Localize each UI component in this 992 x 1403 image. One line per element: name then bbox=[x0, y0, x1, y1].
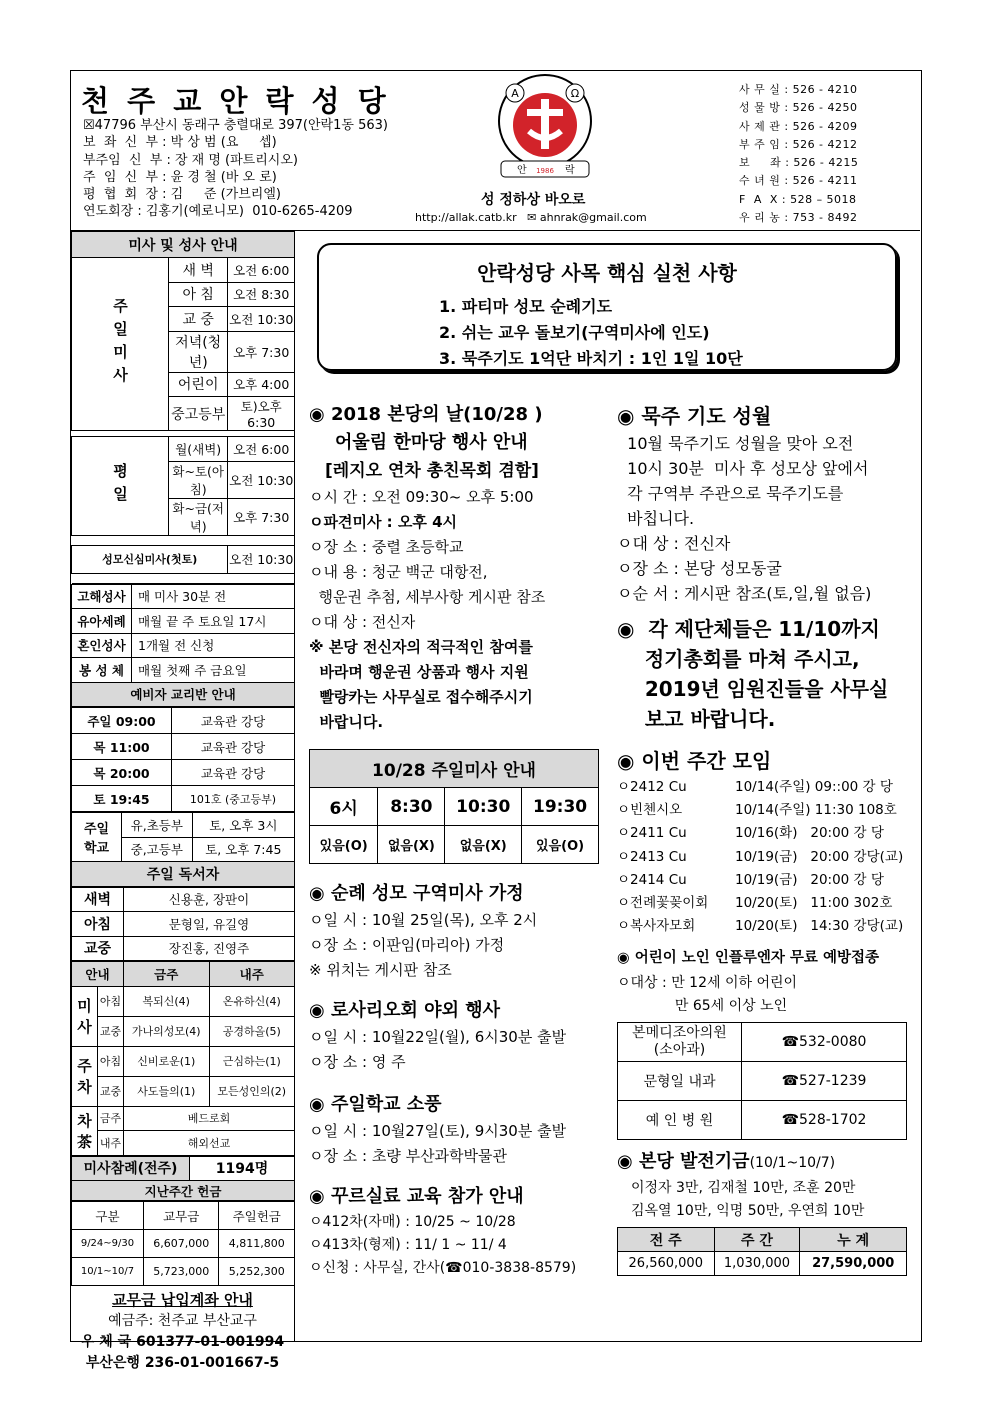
offerings: 구분 교무금 주일헌금 9/24~9/30 6,607,000 4,811,800 10/1~10/7 5,723,000 5,252,300 bbox=[71, 1201, 295, 1286]
sunday-school: 주일학교 유,초등부 토, 오후 3시 중,고등부 토, 오후 7:45 주일 독서자 bbox=[71, 812, 295, 887]
svg-text:Ω: Ω bbox=[570, 87, 580, 100]
email-link[interactable]: ahnrak@gmail.com bbox=[539, 211, 647, 224]
phone-list: 사 무 실 : 526 - 4210 성 물 방 : 526 - 4250 사 제 관 : 526 - 4209 부 주 임 : 526 - 4212 보 좌 : 526 - 4215 수 녀 원 : 526 - 4211 F A X : 528 – 5018 우 리 농 : 753 - 8492 bbox=[739, 83, 859, 225]
right-column: ◉ 묵주 기도 성월 10월 묵주기도 성월을 맞아 오전 10시 30분 미사 후 성모상 앞에서 각 구역부 주관으로 묵주기도를 바칩니다. ㅇ대 상 : 전신자 ㅇ장 소 : 본당 성모동굴 ㅇ순 서 : 게시판 참조(토,일,월 없음) ◉ 각 제단체들은 11/10까지 정기총회를 마쳐 주시고, 2019년 임원진들을 사무실 보고 바랍니다. ◉ 이번 주간 모임 ㅇ2412 Cu 10/14(주일) 09::00 강 당 ㅇ빈첸시오 10/14(주일) 11:30 108호 ㅇ2411 Cu 10/16(화) 20:00 강 당 ㅇ2413 Cu 10/19(금) 20:00 강당(교) ㅇ2414 Cu 10/19(금) 20:00 강 당 ㅇ전례꽃꽂이회 10/20(토) 11:00 302호 ㅇ복사자모회 10/20(토) 14:30 강당(교) ◉ 어린이 노인 인플루엔자 무료 예방접종 ㅇ대상 : 만 12세 이하 어린이 만 65세 이상 노인 본메디조아의원 (소아과) ☎532-0080 문형일 내과 ☎527-1239 예 인 병 원 ☎528-1702 ◉ 본당 발전기금(10/1~10/7) 이정자 3만, 김재철 10만, 조훈 20만 김옥열 10만, 익명 50만, 우연희 10만 전 주 주 간 누 계 26,560,000 1,030,000 27,590,000 bbox=[617, 401, 917, 1276]
catechism: 주일 09:00 교육관 강당 목 11:00 교육관 강당 목 20:00 교육관 강당 토 19:45 101호 (중고등부) bbox=[71, 707, 295, 812]
parish-logo bbox=[491, 73, 599, 185]
homepage-link[interactable]: http://allak.catb.kr bbox=[415, 211, 517, 224]
clergy-info: ☒47796 부산시 동래구 충렬대로 397(안락1동 563) 보 좌 신 부 : 박 상 범 (요 셉) 부주임 신 부 : 장 재 명 (파트리시오) 주 임 신 부 : 윤 경 철 (바 오 로) 평 협 회 장 : 김 준 (가브리엘) 연도회장 : 김홍기(예로니모) 010-6265-4209 bbox=[83, 118, 388, 220]
svg-text:락: 락 bbox=[565, 165, 575, 176]
mass-schedule: 미사 및 성사 안내 주일미사 새 벽 오전 6:00 아 침 오전 8:30 교 중 오전 10:30 저녁(청년) 오후 7:30 어린이 오후 4:00 중고등부 토)오후 6:30 평일 월(새벽) 오전 6:00 화~토(아침) 오전 10:30 화~금(저녁) 오후 7:30 성모신심미사(첫토) 오전 10:30 bbox=[71, 231, 295, 584]
core-list: 1. 파티마 성모 순례기도 2. 쉬는 교우 돌보기(구역미사에 인도) 3. 묵주기도 1억단 바치기 : 1인 1일 10단 bbox=[439, 297, 743, 368]
fund-table: 전 주 주 간 누 계 26,560,000 1,030,000 27,590,000 bbox=[617, 1227, 907, 1276]
patron-saint: 성 정하상 바오로 bbox=[481, 192, 586, 208]
middle-column: ◉ 2018 본당의 날(10/28 ) 어울림 한마당 행사 안내 [레지오 연차 총친목회 겸함] ㅇ시 간 : 오전 09:30~ 오후 5:00 ㅇ파견미사 : 오후 4시 ㅇ장 소 : 중렬 초등학교 ㅇ내 용 : 청군 백군 대항전, 행운권 추첨, 세부사항 게시판 참조 ㅇ대 상 : 전신자 ※ 본당 전신자의 적극적인 참여를 바라며 행운권 상품과 행사 지원 빨랑카는 사무실로 접수해주시기 바랍니다. 10/28 주일미사 안내 6시 8:30 10:30 19:30 있음(O) 없음(X) 없음(X) 있음(O) ◉ 순례 성모 구역미사 가정 ㅇ일 시 : 10월 25일(목), 오후 2시 ㅇ장 소 : 이판임(마리아) 가정 ※ 위치는 게시판 참조 ◉ 로사리오회 야외 행사 ㅇ일 시 : 10월22일(월), 6시30분 출발 ㅇ장 소 : 영 주 ◉ 주일학교 소풍 ㅇ일 시 : 10월27일(토), 9시30분 출발 ㅇ장 소 : 초량 부산과학박물관 ◉ 꾸르실료 교육 참가 안내 ㅇ412차(자매) : 10/25 ~ 10/28 ㅇ413차(형제) : 11/ 1 ~ 11/ 4 ㅇ신청 : 사무실, 간사(☎010-3838-8579) bbox=[309, 401, 601, 1280]
contact-web bbox=[415, 211, 647, 224]
duty-roster: 안내 금주 내주 미사 아침 복되신(4) 온유하신(4) 교중 가나의성모(4) 공경하올(5) 주차 아침 신비로운(1) 근심하는(1) 교중 사도들의(1) 모든성인의(2) 차茶 금주 베드로회 내주 해외선교 bbox=[71, 961, 295, 1156]
bulletin-page bbox=[70, 70, 922, 1371]
parish-title: 천 주 교 안 락 성 당 bbox=[81, 84, 390, 118]
groups-notice: ◉ 각 제단체들은 11/10까지 정기총회를 마쳐 주시고, 2019년 임원진들을 사무실 보고 바랍니다. bbox=[617, 617, 889, 731]
mail-icon: ✉ bbox=[527, 211, 537, 224]
svg-text:1986: 1986 bbox=[536, 167, 554, 175]
clinic-table: 본메디조아의원 (소아과) ☎532-0080 문형일 내과 ☎527-1239 예 인 병 원 ☎528-1702 bbox=[617, 1022, 907, 1140]
feast-title: ◉ 2018 본당의 날(10/28 ) bbox=[309, 404, 543, 425]
svg-text:A: A bbox=[511, 87, 519, 100]
meetings-list: ㅇ2412 Cu 10/14(주일) 09::00 강 당 ㅇ빈첸시오 10/14(주일) 11:30 108호 ㅇ2411 Cu 10/16(화) 20:00 강 당 ㅇ2413 Cu 10/19(금) 20:00 강당(교) ㅇ2414 Cu 10/19(금) 20:00 강 당 ㅇ전례꽃꽂이회 10/20(토) 11:00 302호 ㅇ복사자모회 10/20(토) 14:30 강당(교) bbox=[617, 779, 904, 935]
attendance: 미사참례(전주) 1194명 지난주간 헌금 bbox=[71, 1156, 295, 1202]
header bbox=[71, 71, 920, 231]
sunday-mass-table: 10/28 주일미사 안내 6시 8:30 10:30 19:30 있음(O) 없음(X) 없음(X) 있음(O) bbox=[309, 749, 599, 864]
core-title: 안락성당 사목 핵심 실천 사항 bbox=[477, 261, 737, 285]
sacraments: 고해성사 매 미사 30분 전 유아세례 매월 끝 주 토요일 17시 혼인성사 1개월 전 신청 봉 성 체 매월 첫째 주 금요일 예비자 교리반 안내 bbox=[71, 584, 295, 708]
svg-text:안: 안 bbox=[517, 165, 527, 176]
account-info: 교무금 납입계좌 안내 예금주: 천주교 부산교구 우 체 국 601377-01-001994 부산은행 236-01-001667-5 bbox=[80, 1291, 285, 1371]
left-column bbox=[71, 231, 295, 1371]
core-practice-box bbox=[317, 243, 897, 371]
readers: 새벽 신용훈, 장판이 아침 문형일, 유길영 교중 장진홍, 진영주 bbox=[71, 887, 295, 962]
